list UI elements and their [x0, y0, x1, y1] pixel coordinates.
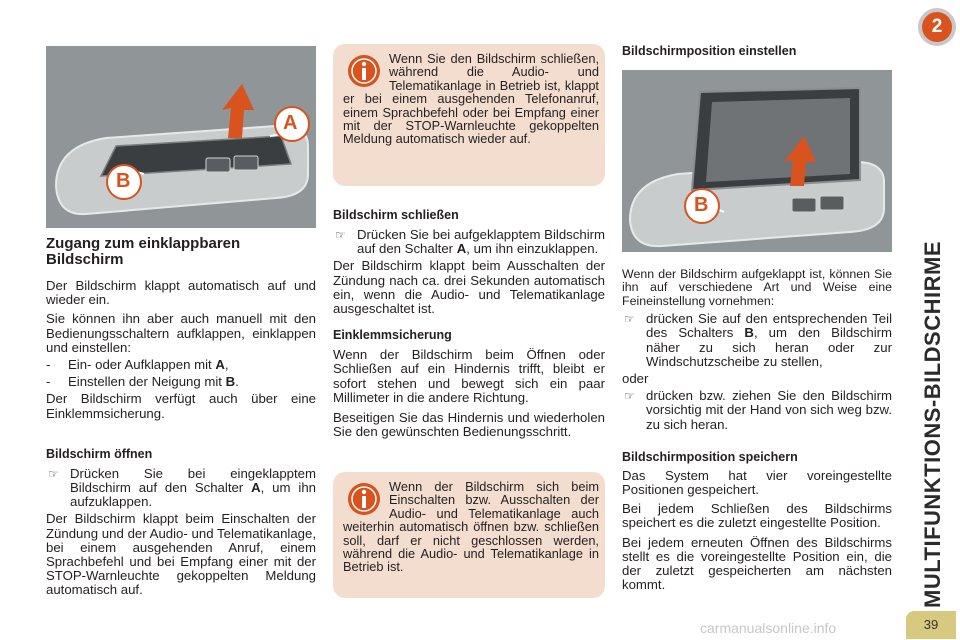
sub-heading: Bildschirm schließen: [333, 208, 459, 222]
page-number: 39: [906, 611, 956, 639]
right-column: [622, 268, 892, 592]
photo-console-open: [622, 70, 892, 252]
paragraph: Der Bildschirm klappt beim Ausschalten der Zündung nach ca. drei Sekunden automatisch ein, wenn die Audio- und Telematikanlage ausgeschaltet ist.: [333, 258, 605, 317]
dash-mark: -: [46, 374, 51, 390]
photo-console-closed: [46, 46, 316, 228]
bullet-item: ☞ drücken Sie auf den entsprechenden Teil des Schalters B, um den Bildschirm näher zu sich heran oder zur Windschutzscheibe zu stellen,: [624, 311, 892, 369]
chapter-badge: [918, 8, 956, 46]
bullet-item: ☞ drücken bzw. ziehen Sie den Bildschirm vorsichtig mit der Hand von sich weg bzw. zu sich heran.: [624, 388, 892, 432]
paragraph: Beseitigen Sie das Hindernis und wiederholen Sie den gewünschten Bedienungsschritt.: [333, 410, 605, 440]
sub-heading: Bildschirmposition speichern: [622, 449, 798, 464]
oder-text: oder: [622, 371, 649, 387]
bullet-item: ☞ Drücken Sie bei aufgeklapptem Bildschirm auf den Schalter A, um ihn einzuklappen.: [335, 227, 605, 257]
hand-pointer-icon: ☞: [624, 389, 635, 404]
dash-item: - Einstellen der Neigung mit B.: [46, 374, 239, 390]
paragraph: Bei jedem Schließen des Bildschirms speichert es die zuletzt eingestellte Position.: [622, 501, 892, 531]
section-heading: Zugang zum einklappbaren Bildschirm: [46, 235, 241, 268]
info-box: [333, 44, 605, 186]
section-heading: Bildschirmposition einstellen: [622, 44, 797, 58]
paragraph: Der Bildschirm klappt beim Einschalten der Zündung und der Audio- und Telematikanlage, bei einem ausgehenden Anruf, einem Sprachbefehl und bei Empfang einer mit der STOP-Warnleuchte gekoppelten Meldung automatisch auf.: [46, 511, 316, 598]
dash-item: - Ein- oder Aufklappen mit A,: [46, 357, 229, 373]
hand-pointer-icon: ☞: [335, 228, 346, 242]
info-text: Wenn Sie den Bildschirm schließen, während die Audio- und Telematikanlage in Betrieb ist, klappt er bei einem ausgehenden Telefonanruf, einem Sprachbefehl oder bei Empfang einer mit der STOP-Warnleuchte gekoppelten Meldung automatisch wieder auf.: [343, 51, 599, 147]
label-b: B: [694, 194, 709, 216]
paragraph: Wenn der Bildschirm beim Öffnen oder Schließen auf ein Hindernis trifft, bleibt er sofort stehen und bewegt sich ein paar Millimeter in die andere Richtung.: [333, 347, 605, 405]
chapter-number: 2: [922, 12, 952, 42]
sub-heading: Bildschirm öffnen: [46, 446, 153, 461]
hand-pointer-icon: ☞: [48, 466, 59, 481]
label-a: A: [283, 112, 298, 134]
info-box: [333, 472, 605, 598]
paragraph: Sie können ihn aber auch manuell mit den Bedienungsschaltern aufklappen, einklappen und einstellen:: [46, 311, 316, 355]
console-open-illustration: [622, 70, 892, 252]
info-text: Wenn der Bildschirm sich beim Einschalten bzw. Ausschalten der Audio- und Telematikanlage auch weiterhin automatisch öffnen bzw. schließen soll, darf er nicht geschlossen werden, während die Audio- und Telematikanlage in Betrieb ist.: [343, 479, 599, 575]
middle-column: [333, 208, 605, 439]
bullet-item: ☞ Drücken Sie bei eingeklapptem Bildschirm auf den Schalter A, um ihn aufzuklappen.: [48, 465, 316, 510]
hand-pointer-icon: ☞: [624, 312, 635, 327]
paragraph: Bei jedem erneuten Öffnen des Bildschirms stellt es die voreingestellte Position ein, die der zuletzt gespeicherten am nächsten kommt.: [622, 534, 892, 593]
dash-mark: -: [46, 357, 51, 373]
paragraph: Das System hat vier voreingestellte Positionen gespeichert.: [622, 467, 892, 498]
paragraph: Der Bildschirm klappt automatisch auf und wieder ein.: [46, 278, 316, 308]
watermark: carmanualsonline.info: [700, 620, 837, 636]
chapter-title: MULTIFUNKTIONS-BILDSCHIRME: [920, 241, 945, 608]
console-illustration: [46, 46, 316, 228]
left-column: [46, 236, 316, 598]
sub-heading: Einklemmsicherung: [333, 328, 452, 343]
label-b: B: [116, 170, 131, 192]
paragraph: Wenn der Bildschirm aufgeklappt ist, können Sie ihn auf verschiedene Art und Weise eine Feineinstellung vornehmen:: [622, 267, 892, 308]
paragraph: Der Bildschirm verfügt auch über eine Einklemmsicherung.: [46, 391, 316, 421]
